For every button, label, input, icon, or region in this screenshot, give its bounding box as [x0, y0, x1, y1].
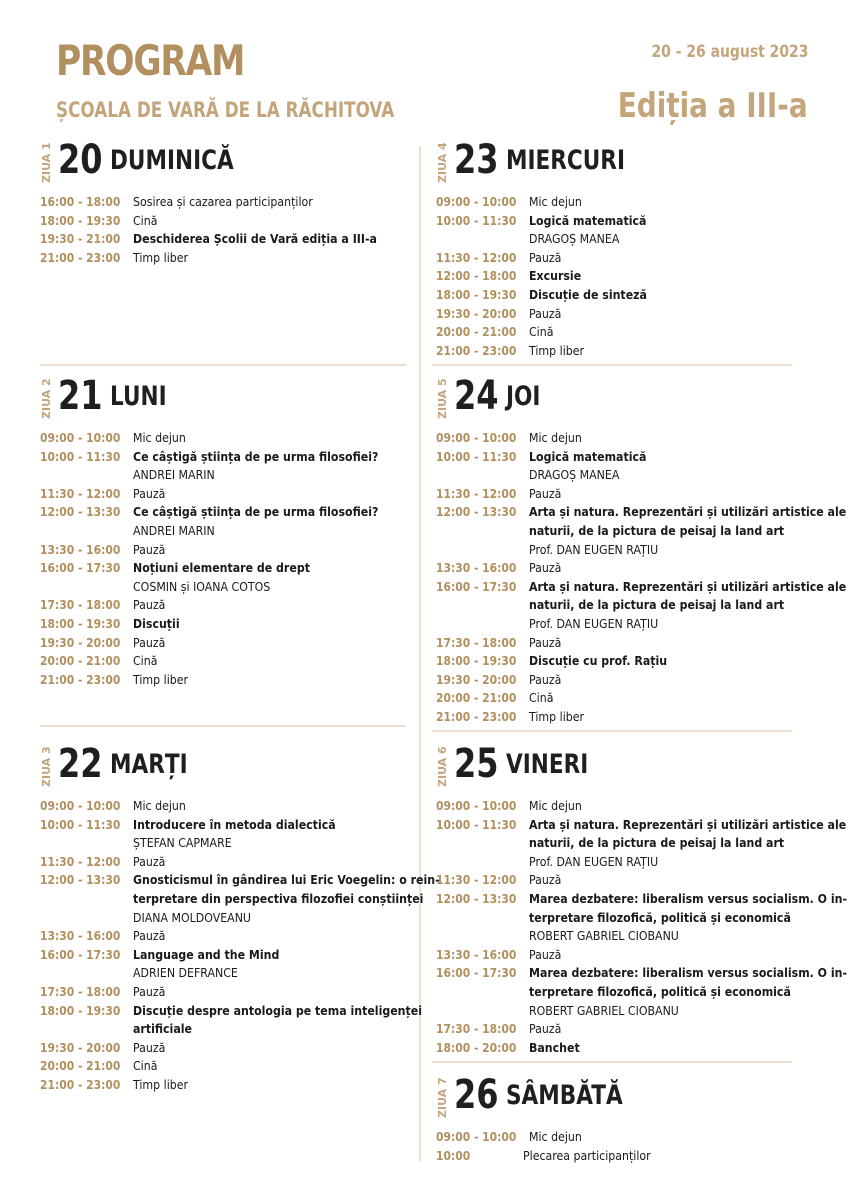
activity-text: Gnosticismul în gândirea lui Eric Voegelin: o rein- — [133, 872, 441, 888]
schedule-row — [436, 652, 816, 671]
activity — [529, 305, 816, 324]
schedule-row — [436, 890, 848, 946]
schedule-row — [436, 249, 816, 268]
activity — [529, 323, 816, 342]
activity-text: Banchet — [529, 1039, 581, 1055]
activity-text: Noțiuni elementare de drept — [133, 560, 311, 576]
activity-text: naturii, de la pictura de peisaj la land art — [529, 522, 785, 538]
time-slot: 09:00 - 10:00 — [436, 798, 517, 813]
activity-text: Pauză — [133, 928, 166, 944]
activity — [529, 559, 816, 578]
schedule-row — [40, 983, 420, 1002]
schedule-row — [40, 946, 420, 983]
speaker-name: COSMIN și IOANA COTOS — [133, 578, 271, 594]
activity-text: artificiale — [133, 1021, 193, 1037]
day-index-label: ZIUA 3 — [40, 746, 53, 787]
schedule-list — [436, 429, 847, 727]
schedule-row — [40, 1076, 420, 1095]
schedule-row — [436, 946, 816, 965]
time-slot: 20:00 - 21:00 — [40, 1058, 121, 1074]
day-header — [436, 741, 816, 789]
activity-text: Discuție despre antologia pe tema inteligenței — [133, 1002, 423, 1018]
schedule-row — [436, 267, 816, 286]
schedule-row — [40, 1057, 420, 1076]
schedule-row — [436, 485, 816, 504]
time-slot: 18:00 - 19:30 — [436, 286, 517, 302]
day-index-label: ZIUA 1 — [40, 142, 53, 183]
day-block — [40, 741, 441, 1095]
schedule-row — [436, 1039, 816, 1058]
activity-text: Mic dejun — [529, 798, 583, 813]
time-slot: 18:00 - 19:30 — [436, 653, 517, 669]
activity-text: Pauză — [529, 946, 562, 962]
speaker-name: ANDREI MARIN — [133, 522, 216, 538]
schedule-row — [40, 652, 420, 671]
time-slot: 13:30 - 16:00 — [40, 928, 121, 944]
activity — [529, 671, 816, 690]
activity-text: Pauză — [529, 1021, 562, 1037]
schedule-list — [436, 193, 816, 360]
activity — [133, 816, 420, 853]
activity-text: Discuții — [133, 615, 181, 631]
activity — [133, 429, 420, 448]
day-index-label: ZIUA 5 — [436, 378, 449, 419]
activity — [529, 267, 816, 286]
activity — [133, 652, 420, 671]
activity-text: Cină — [529, 690, 554, 706]
schedule-row — [40, 671, 420, 690]
time-slot: 17:30 - 18:00 — [40, 597, 121, 613]
schedule-row — [40, 1002, 423, 1039]
speaker-name: ROBERT GABRIEL CIOBANU — [529, 928, 680, 944]
activity — [133, 249, 420, 268]
activity — [529, 964, 848, 1020]
separator-day6 — [432, 1061, 792, 1063]
activity — [133, 871, 481, 927]
schedule-row — [436, 689, 816, 708]
time-slot: 18:00 - 19:30 — [40, 212, 121, 228]
time-slot: 10:00 — [436, 1147, 471, 1163]
time-slot: 18:00 - 20:00 — [436, 1039, 517, 1055]
activity-text: Timp liber — [529, 342, 585, 358]
day-number: 22 — [58, 741, 103, 787]
activity — [529, 689, 816, 708]
schedule-row — [436, 634, 816, 653]
activity — [133, 797, 420, 816]
schedule-row — [40, 212, 420, 231]
day-header — [40, 741, 420, 789]
time-slot: 12:00 - 13:30 — [40, 504, 121, 520]
time-slot: 11:30 - 12:00 — [436, 872, 517, 888]
day-index-label: ZIUA 6 — [436, 746, 449, 787]
time-slot: 21:00 - 23:00 — [40, 671, 121, 687]
schedule-row — [436, 816, 847, 872]
time-slot: 20:00 - 21:00 — [436, 690, 517, 706]
speaker-name: ADRIEN DEFRANCE — [133, 965, 239, 981]
time-slot: 12:00 - 18:00 — [436, 268, 517, 284]
day-number: 25 — [454, 741, 499, 787]
schedule-row — [436, 797, 816, 816]
time-slot: 21:00 - 23:00 — [436, 708, 517, 724]
time-slot: 17:30 - 18:00 — [436, 634, 517, 650]
activity-text: Language and the Mind — [133, 946, 280, 962]
speaker-name: Prof. DAN EUGEN RAȚIU — [529, 541, 659, 557]
activity-text: Pauză — [133, 1039, 166, 1055]
schedule-row — [40, 1039, 420, 1058]
time-slot: 09:00 - 10:00 — [436, 430, 517, 445]
schedule-row — [436, 708, 816, 727]
activity-text: Mic dejun — [529, 430, 583, 445]
time-slot: 19:30 - 20:00 — [436, 305, 517, 321]
schedule-row — [436, 559, 816, 578]
activity — [133, 853, 420, 872]
activity-text: terpretare filozofică, politică și economică — [529, 909, 792, 925]
time-slot: 10:00 - 11:30 — [40, 448, 121, 464]
activity-text: Timp liber — [133, 1076, 189, 1092]
activity — [133, 212, 420, 231]
time-slot: 20:00 - 21:00 — [40, 653, 121, 669]
schedule-row — [436, 305, 816, 324]
speaker-name: DRAGOȘ MANEA — [529, 467, 620, 483]
time-slot: 19:30 - 20:00 — [40, 1039, 121, 1055]
activity-text: naturii, de la pictura de peisaj la land art — [529, 597, 785, 613]
activity — [133, 503, 420, 540]
activity — [529, 652, 816, 671]
activity-text: Arta și natura. Reprezentări și utilizări artistice ale — [529, 504, 847, 520]
day-block — [436, 741, 848, 1057]
day-name: JOI — [506, 381, 541, 412]
schedule-row — [40, 596, 420, 615]
time-slot: 18:00 - 19:30 — [40, 1002, 121, 1018]
schedule-row — [436, 1147, 816, 1166]
activity — [133, 1076, 420, 1095]
activity — [133, 927, 420, 946]
activity — [133, 559, 420, 596]
activity — [529, 193, 816, 212]
schedule-row — [40, 429, 420, 448]
activity — [529, 485, 816, 504]
activity — [529, 212, 816, 249]
activity — [529, 578, 848, 634]
day-header — [40, 137, 420, 185]
activity-text: Cină — [133, 653, 158, 669]
day-header — [40, 373, 420, 421]
time-slot: 20:00 - 21:00 — [436, 324, 517, 340]
time-slot: 13:30 - 16:00 — [436, 560, 517, 576]
schedule-row — [436, 503, 847, 559]
schedule-row — [436, 578, 847, 634]
activity — [529, 797, 816, 816]
time-slot: 12:00 - 13:30 — [436, 890, 517, 906]
activity-text: Sosirea și cazarea participanților — [133, 194, 314, 209]
activity-text: Marea dezbatere: liberalism versus socialism. O in- — [529, 890, 848, 906]
date-range: 20 - 26 august 2023 — [651, 42, 808, 62]
day-name: MIERCURI — [506, 145, 625, 176]
activity — [529, 890, 848, 946]
activity-text: Logică matematică — [529, 212, 647, 228]
time-slot: 10:00 - 11:30 — [436, 448, 517, 464]
schedule-list — [40, 429, 420, 689]
day-block — [436, 373, 847, 727]
schedule-row — [40, 541, 420, 560]
schedule-row — [40, 634, 420, 653]
activity — [133, 541, 420, 560]
activity — [529, 1020, 816, 1039]
activity-text: naturii, de la pictura de peisaj la land art — [529, 835, 785, 851]
activity — [529, 816, 848, 872]
schedule-row — [40, 927, 420, 946]
activity-text: Pauză — [529, 671, 562, 687]
time-slot: 09:00 - 10:00 — [40, 430, 121, 445]
activity — [133, 485, 420, 504]
schedule-row — [40, 249, 420, 268]
time-slot: 16:00 - 17:30 — [436, 578, 517, 594]
activity-text: Pauză — [133, 634, 166, 650]
schedule-row — [40, 615, 420, 634]
activity — [529, 342, 816, 361]
activity-text: Cină — [529, 324, 554, 340]
time-slot: 11:30 - 12:00 — [40, 485, 121, 501]
schedule-row — [40, 871, 441, 927]
schedule-row — [436, 1020, 816, 1039]
activity — [133, 193, 420, 212]
activity — [133, 1057, 420, 1076]
speaker-name: Prof. DAN EUGEN RAȚIU — [529, 615, 659, 631]
activity — [529, 249, 816, 268]
schedule-list — [40, 193, 420, 267]
time-slot: 21:00 - 23:00 — [436, 342, 517, 358]
activity-text: Ce câștigă știința de pe urma filosofiei? — [133, 504, 379, 520]
time-slot: 09:00 - 10:00 — [40, 798, 121, 813]
schedule-row — [40, 559, 420, 596]
activity — [529, 1039, 816, 1058]
speaker-name: DIANA MOLDOVEANU — [133, 909, 252, 925]
time-slot: 12:00 - 13:30 — [436, 504, 517, 520]
time-slot: 13:30 - 16:00 — [40, 541, 121, 557]
activity-text: Plecarea participanților — [523, 1147, 651, 1163]
activity — [133, 671, 420, 690]
activity-text: Arta și natura. Reprezentări și utilizări artistice ale — [529, 578, 847, 594]
time-slot: 21:00 - 23:00 — [40, 1076, 121, 1092]
activity — [133, 615, 420, 634]
time-slot: 11:30 - 12:00 — [436, 249, 517, 265]
schedule-row — [40, 853, 420, 872]
activity-text: Mic dejun — [529, 194, 583, 209]
day-header — [436, 1072, 816, 1120]
activity-text: Mic dejun — [133, 798, 187, 813]
time-slot: 10:00 - 11:30 — [40, 816, 121, 832]
activity-text: Deschiderea Școlii de Vară ediția a III-a — [133, 231, 378, 247]
activity-text: Mic dejun — [133, 430, 187, 445]
activity-text: Pauză — [529, 485, 562, 501]
schedule-row — [436, 323, 816, 342]
activity-text: Pauză — [133, 541, 166, 557]
activity-text: Pauză — [133, 853, 166, 869]
schedule-row — [436, 964, 848, 1020]
activity — [133, 946, 420, 983]
schedule-row — [40, 816, 420, 853]
schedule-row — [436, 671, 816, 690]
speaker-name: DRAGOȘ MANEA — [529, 231, 620, 247]
activity — [133, 634, 420, 653]
time-slot: 10:00 - 11:30 — [436, 212, 517, 228]
day-block — [436, 1072, 816, 1165]
schedule-row — [40, 485, 420, 504]
activity — [529, 448, 816, 485]
activity-text: terpretare din perspectiva filozofiei conștiinței — [133, 890, 424, 906]
schedule-row — [436, 193, 816, 212]
activity-text: Pauză — [133, 983, 166, 999]
schedule-row — [436, 448, 816, 485]
day-name: SÂMBĂTĂ — [506, 1080, 623, 1111]
activity-text: Ce câștigă știința de pe urma filosofiei? — [133, 448, 379, 464]
activity — [529, 1128, 816, 1147]
activity — [133, 1039, 420, 1058]
activity-text: Timp liber — [529, 708, 585, 724]
schedule-row — [40, 503, 420, 540]
activity-text: Mic dejun — [529, 1129, 583, 1144]
activity-text: Pauză — [529, 560, 562, 576]
day-number: 23 — [454, 137, 499, 183]
activity-text: Introducere în metoda dialectică — [133, 816, 337, 832]
day-number: 24 — [454, 373, 499, 419]
speaker-name: Prof. DAN EUGEN RAȚIU — [529, 853, 659, 869]
time-slot: 19:30 - 21:00 — [40, 231, 121, 247]
day-number: 20 — [58, 137, 103, 183]
day-block — [40, 373, 420, 689]
schedule-row — [436, 342, 816, 361]
schedule-row — [40, 797, 420, 816]
activity — [133, 983, 420, 1002]
activity — [529, 429, 816, 448]
time-slot: 16:00 - 18:00 — [40, 194, 121, 209]
time-slot: 16:00 - 17:30 — [40, 560, 121, 576]
day-name: DUMINICĂ — [110, 145, 234, 176]
day-index-label: ZIUA 7 — [436, 1077, 449, 1118]
activity — [523, 1147, 816, 1166]
day-number: 21 — [58, 373, 103, 419]
separator-day5 — [432, 730, 792, 732]
time-slot: 09:00 - 10:00 — [436, 1129, 517, 1144]
page-subtitle: ȘCOALA DE VARĂ DE LA RĂCHITOVA — [56, 98, 395, 122]
activity-text: Marea dezbatere: liberalism versus socialism. O in- — [529, 965, 848, 981]
activity — [133, 448, 420, 485]
time-slot: 13:30 - 16:00 — [436, 946, 517, 962]
day-block — [436, 137, 816, 360]
activity-text: Cină — [133, 212, 158, 228]
day-name: MARȚI — [110, 749, 188, 780]
schedule-row — [436, 286, 816, 305]
day-name: LUNI — [110, 381, 167, 412]
schedule-row — [436, 212, 816, 249]
activity-text: Logică matematică — [529, 448, 647, 464]
time-slot: 18:00 - 19:30 — [40, 615, 121, 631]
activity-text: Pauză — [529, 305, 562, 321]
schedule-row — [40, 448, 420, 485]
activity-text: Pauză — [133, 485, 166, 501]
time-slot: 16:00 - 17:30 — [436, 965, 517, 981]
activity-text: Cină — [133, 1058, 158, 1074]
activity-text: Timp liber — [133, 671, 189, 687]
activity-text: Pauză — [133, 597, 166, 613]
separator-day1 — [40, 364, 406, 366]
schedule-list — [40, 797, 441, 1095]
activity-text: Pauză — [529, 872, 562, 888]
schedule-row — [436, 1128, 816, 1147]
activity — [529, 634, 816, 653]
time-slot: 11:30 - 12:00 — [40, 853, 121, 869]
activity-text: Arta și natura. Reprezentări și utilizări artistice ale — [529, 816, 847, 832]
time-slot: 21:00 - 23:00 — [40, 249, 121, 265]
activity — [133, 596, 420, 615]
activity — [133, 230, 420, 249]
activity — [529, 871, 816, 890]
day-number: 26 — [454, 1072, 499, 1118]
time-slot: 09:00 - 10:00 — [436, 194, 517, 209]
schedule-row — [40, 193, 420, 212]
schedule-row — [436, 871, 816, 890]
activity — [529, 503, 848, 559]
time-slot: 19:30 - 20:00 — [40, 634, 121, 650]
day-header — [436, 373, 816, 421]
day-header — [436, 137, 816, 185]
edition-label: Ediția a III-a — [618, 86, 808, 126]
time-slot: 19:30 - 20:00 — [436, 671, 517, 687]
time-slot: 17:30 - 18:00 — [40, 983, 121, 999]
time-slot: 16:00 - 17:30 — [40, 946, 121, 962]
speaker-name: ROBERT GABRIEL CIOBANU — [529, 1002, 680, 1018]
page-title: PROGRAM — [56, 36, 245, 85]
day-name: VINERI — [506, 749, 589, 780]
speaker-name: ANDREI MARIN — [133, 467, 216, 483]
activity — [529, 946, 816, 965]
schedule-list — [436, 797, 848, 1057]
activity-text: terpretare filozofică, politică și economică — [529, 983, 792, 999]
time-slot: 10:00 - 11:30 — [436, 816, 517, 832]
activity-text: Excursie — [529, 268, 582, 284]
activity-text: Timp liber — [133, 249, 189, 265]
activity — [529, 286, 816, 305]
separator-day4 — [432, 364, 792, 366]
time-slot: 12:00 - 13:30 — [40, 872, 121, 888]
activity — [133, 1002, 461, 1039]
separator-day2 — [40, 725, 406, 727]
schedule-row — [40, 230, 420, 249]
time-slot: 17:30 - 18:00 — [436, 1021, 517, 1037]
speaker-name: ȘTEFAN CAPMARE — [133, 835, 233, 851]
activity-text: Pauză — [529, 249, 562, 265]
day-block — [40, 137, 420, 267]
activity-text: Discuție de sinteză — [529, 286, 648, 302]
day-index-label: ZIUA 4 — [436, 142, 449, 183]
time-slot: 11:30 - 12:00 — [436, 485, 517, 501]
schedule-row — [436, 429, 816, 448]
day-index-label: ZIUA 2 — [40, 378, 53, 419]
activity — [529, 708, 816, 727]
activity-text: Discuție cu prof. Rațiu — [529, 653, 668, 669]
schedule-list — [436, 1128, 816, 1165]
activity-text: Pauză — [529, 634, 562, 650]
